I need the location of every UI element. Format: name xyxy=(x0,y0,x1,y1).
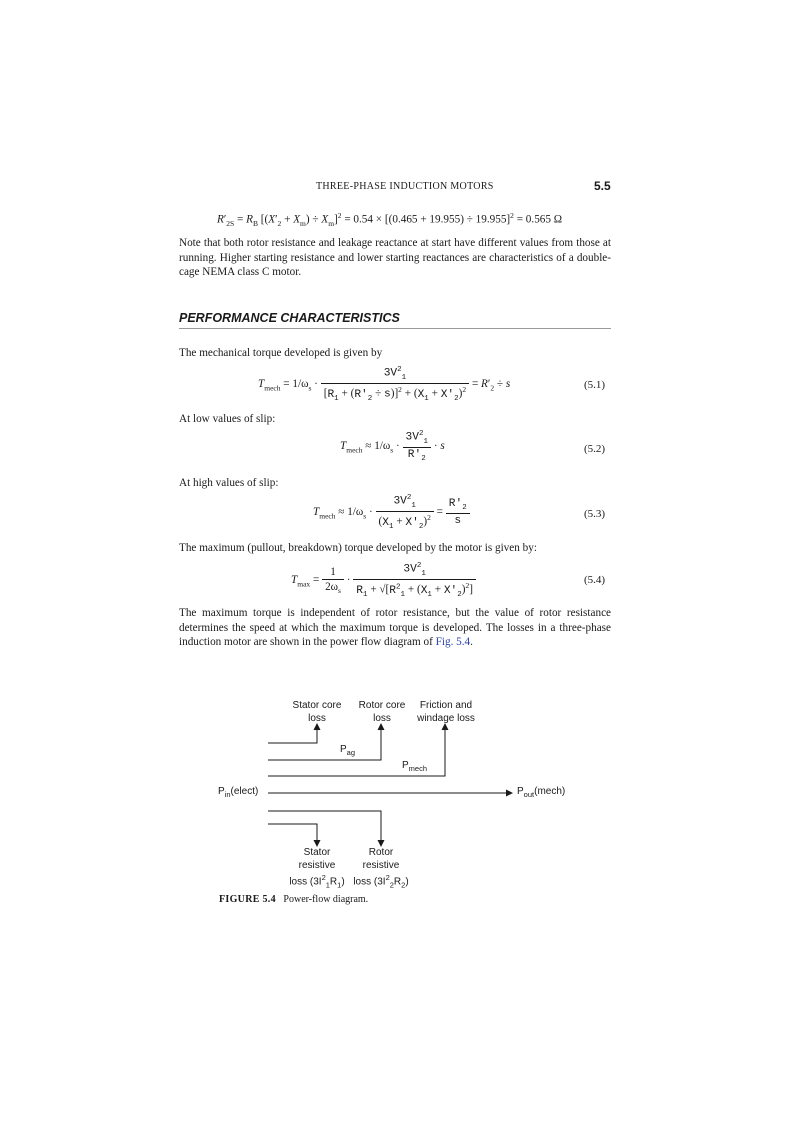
p-out-label: $P_{out}(mech)$ xyxy=(517,786,566,799)
rotor-resistive-loss-arrow xyxy=(268,811,381,846)
page-number: 5.5 xyxy=(594,179,611,193)
eq-number-5-1: (5.1) xyxy=(584,379,606,391)
equation-5-1: $T_{mech} = 1/\omega_s$ · $\frac{3V^2_1}{[R_1 + (R'_2 \div s)]^2 + (X_1 + X'_2)^2}$ = $R'_2 \div s$ xyxy=(258,366,511,403)
high-slip-text: At high values of slip: xyxy=(179,477,279,489)
stator-core-loss-arrow xyxy=(268,724,317,743)
figure-link[interactable]: Fig. 5.4 xyxy=(435,636,471,648)
p-mech-label: $P_{mech}$ xyxy=(402,760,428,773)
low-slip-text: At low values of slip: xyxy=(179,413,276,425)
figure-caption xyxy=(219,894,368,905)
eq-number-5-4: (5.4) xyxy=(584,574,606,586)
equation-5-3: $T_{mech} \approx 1/\omega_s$ · $\frac{3V^2_1}{(X_1 + X'_2)^2}$ = $\frac{R'_2}{s}$ xyxy=(313,494,470,531)
p-in-label: $P_{in}(elect)$ xyxy=(218,786,259,799)
equation-5-4: $T_{max}$ = $\frac{1}{2\omega_s}$ · $\frac{3V^2_1}{R_1 + √[R^2_1 + (X_1 + X'_2)^2]}$ xyxy=(291,562,476,599)
section-heading: PERFORMANCE CHARACTERISTICS xyxy=(179,311,400,325)
stator-core-loss-label: Stator core loss xyxy=(292,700,342,724)
stator-resistive-loss-label: Stator resistive loss $(3I^2_1R_1)$ xyxy=(289,847,345,890)
equation-5-2: $T_{mech} \approx 1/\omega_s$ · $\frac{3V^2_1}{R'_2}$ · s xyxy=(340,430,445,464)
stator-resistive-loss-arrow xyxy=(268,824,317,846)
p-ag-label: $P_{ag}$ xyxy=(340,744,356,757)
closing-text: The maximum torque is independent of rotor resistance, but the value of rotor resistance determines the speed at which the maximum torque is developed. The losses in a three-phase induction motor are shown in the power flow diagram of xyxy=(179,607,611,648)
rotor-core-loss-arrow xyxy=(268,724,381,760)
top-equation: $R'_{2S} = R_B$ $[(X'_2 + X_m) \div X_m]^2 = 0.54 \times [(0.465 + 19.955) \div 19.955]^2 = 0.565$ Ω xyxy=(217,211,563,228)
eq-number-5-3: (5.3) xyxy=(584,508,606,520)
running-title: THREE-PHASE INDUCTION MOTORS xyxy=(316,181,494,192)
rotor-resistive-loss-label: Rotor resistive loss $(3I^2_2R_2)$ xyxy=(353,847,409,890)
max-torque-intro: The maximum (pullout, breakdown) torque developed by the motor is given by: xyxy=(179,542,537,554)
figure-label: FIGURE 5.4 xyxy=(219,894,276,905)
rotor-core-loss-label: Rotor core loss xyxy=(358,700,406,724)
eq-number-5-2: (5.2) xyxy=(584,443,606,455)
torque-intro: The mechanical torque developed is given by xyxy=(179,347,383,359)
note-paragraph: Note that both rotor resistance and leakage reactance at start have different values from those at running. Higher starting resistance and lower starting reactances are characteristics of a double-cage NEMA class C motor. xyxy=(179,237,611,278)
closing-period: . xyxy=(470,636,473,648)
friction-windage-loss-label: Friction and windage loss xyxy=(417,700,475,724)
figure-caption-text: Power-flow diagram. xyxy=(283,894,369,905)
